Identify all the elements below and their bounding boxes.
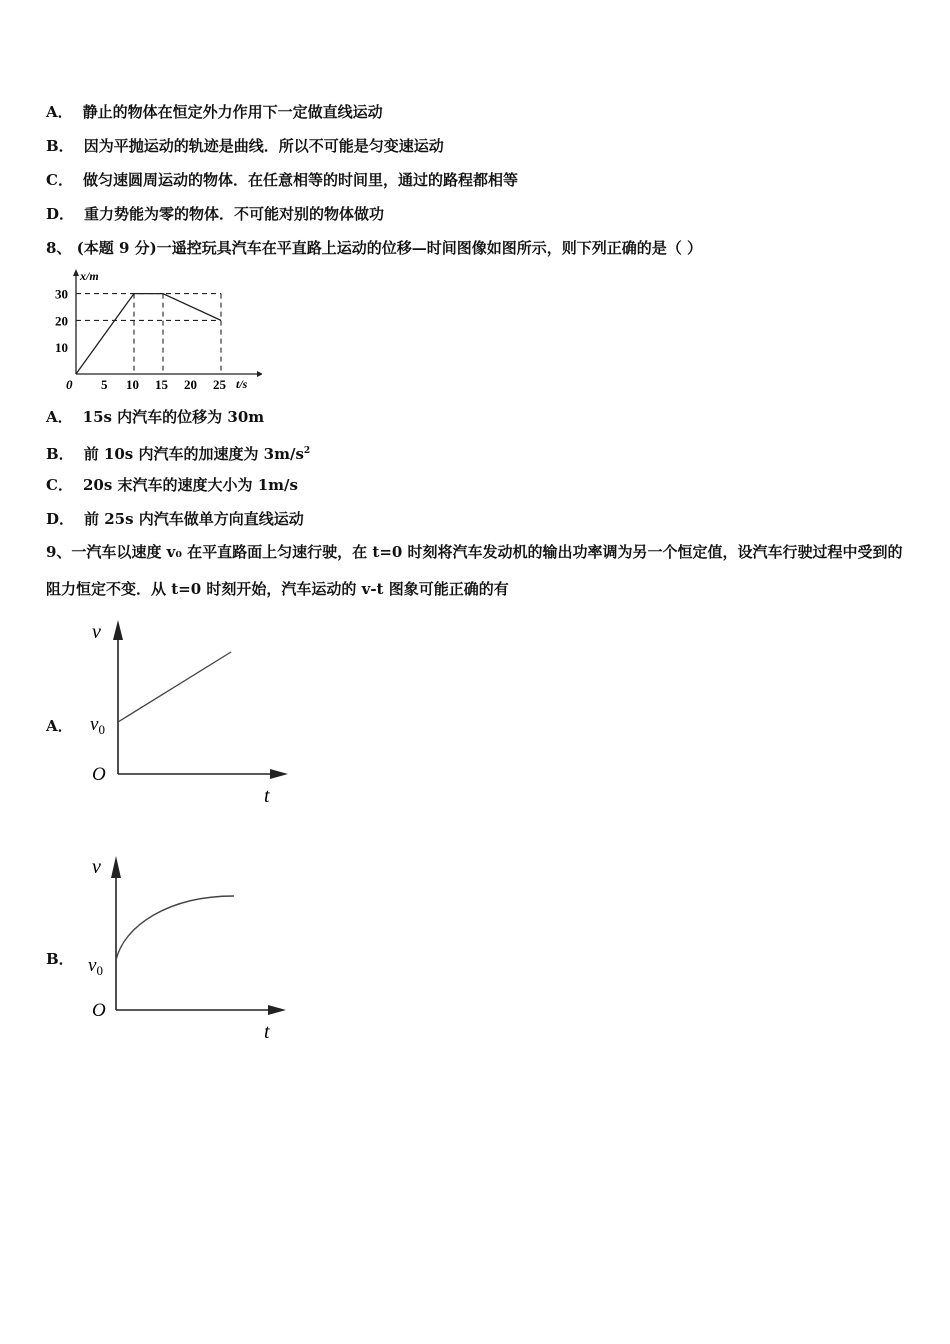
x-axis-label: t/s xyxy=(236,377,248,391)
x-tick-label: 20 xyxy=(184,377,197,392)
v0-label: $v_0$ xyxy=(88,955,103,978)
option-label: B． xyxy=(46,137,74,155)
option-text: 15s 内汽车的位移为 30m xyxy=(82,408,265,426)
option-label: C． xyxy=(46,171,73,189)
x-axis-arrow xyxy=(268,1005,286,1015)
option-text: 20s 末汽车的速度大小为 1m/s xyxy=(82,476,298,494)
xt-chart xyxy=(52,264,262,394)
vt-chart-b xyxy=(80,848,300,1048)
y-axis-arrow xyxy=(73,269,79,276)
y-tick-label: 30 xyxy=(55,286,68,302)
q7-option-d xyxy=(46,204,384,224)
x-tick-label: 5 xyxy=(101,377,108,392)
superscript: 2 xyxy=(303,446,311,456)
option-label: D． xyxy=(46,510,75,528)
vt-line-linear xyxy=(118,652,231,722)
y-axis-label: v xyxy=(92,621,101,643)
option-label: C． xyxy=(46,476,73,494)
q9-option-b-label: B． xyxy=(46,950,74,968)
y-axis-arrow xyxy=(113,620,123,640)
option-text: 因为平抛运动的轨迹是曲线．所以不可能是匀变速运动 xyxy=(83,137,444,155)
option-label: A． xyxy=(46,103,73,121)
option-text: 前 10s 内汽车的加速度为 3m/s xyxy=(83,445,304,463)
origin-label: O xyxy=(92,1000,106,1021)
origin-label: O xyxy=(92,764,106,785)
option-text: 前 25s 内汽车做单方向直线运动 xyxy=(84,510,304,528)
x-axis-label: t xyxy=(264,1021,270,1043)
option-label: D． xyxy=(46,205,75,223)
x-axis-arrow xyxy=(270,769,288,779)
option-text: 做匀速圆周运动的物体．在任意相等的时间里，通过的路程都相等 xyxy=(82,171,518,189)
y-tick-label: 10 xyxy=(55,340,68,356)
option-text: 重力势能为零的物体．不可能对别的物体做功 xyxy=(84,205,385,223)
v0-subscript: 0 xyxy=(96,963,103,978)
q9-stem: 9、一汽车以速度 v₀ 在平直路面上匀速行驶，在 t=0 时刻将汽车发动机的输出功率调为另一个恒定值，设汽车行驶过程中受到的阻力恒定不变．从 t=0 时刻开始，汽车运动的 v-t 图象可能正确的有 xyxy=(46,543,903,598)
vt-chart-a xyxy=(80,612,300,812)
x-axis-arrow xyxy=(257,371,262,377)
q8-option-a xyxy=(46,407,264,427)
vt-curve-saturating xyxy=(116,896,234,960)
q8-option-b xyxy=(46,441,310,464)
y-axis-label: v xyxy=(92,856,101,878)
y-axis-label: x/m xyxy=(80,269,99,283)
q7-option-a xyxy=(46,102,383,122)
q7-option-b xyxy=(46,136,444,156)
q8-stem: 8、 (本题 9 分)一遥控玩具汽车在平直路上运动的位移—时间图像如图所示，则下列正确的是（ ） xyxy=(46,239,702,257)
option-label: B． xyxy=(46,445,74,463)
x-tick-label: 10 xyxy=(126,377,139,392)
x-axis-label: t xyxy=(264,785,270,807)
x-tick-label: 0 xyxy=(66,377,73,392)
x-tick-label: 25 xyxy=(213,377,226,392)
q8-option-d xyxy=(46,509,304,529)
x-tick-label: 15 xyxy=(155,377,168,392)
q7-option-c xyxy=(46,170,518,190)
q8-option-c xyxy=(46,475,298,495)
xt-series-line xyxy=(76,294,221,374)
option-text: 静止的物体在恒定外力作用下一定做直线运动 xyxy=(82,103,383,121)
v0-label: $v_0$ xyxy=(90,714,105,737)
v0-subscript: 0 xyxy=(98,722,105,737)
y-axis-arrow xyxy=(111,856,121,878)
q9-option-a-label: A． xyxy=(46,717,73,735)
option-label: A． xyxy=(46,408,73,426)
y-tick-label: 20 xyxy=(55,313,68,329)
